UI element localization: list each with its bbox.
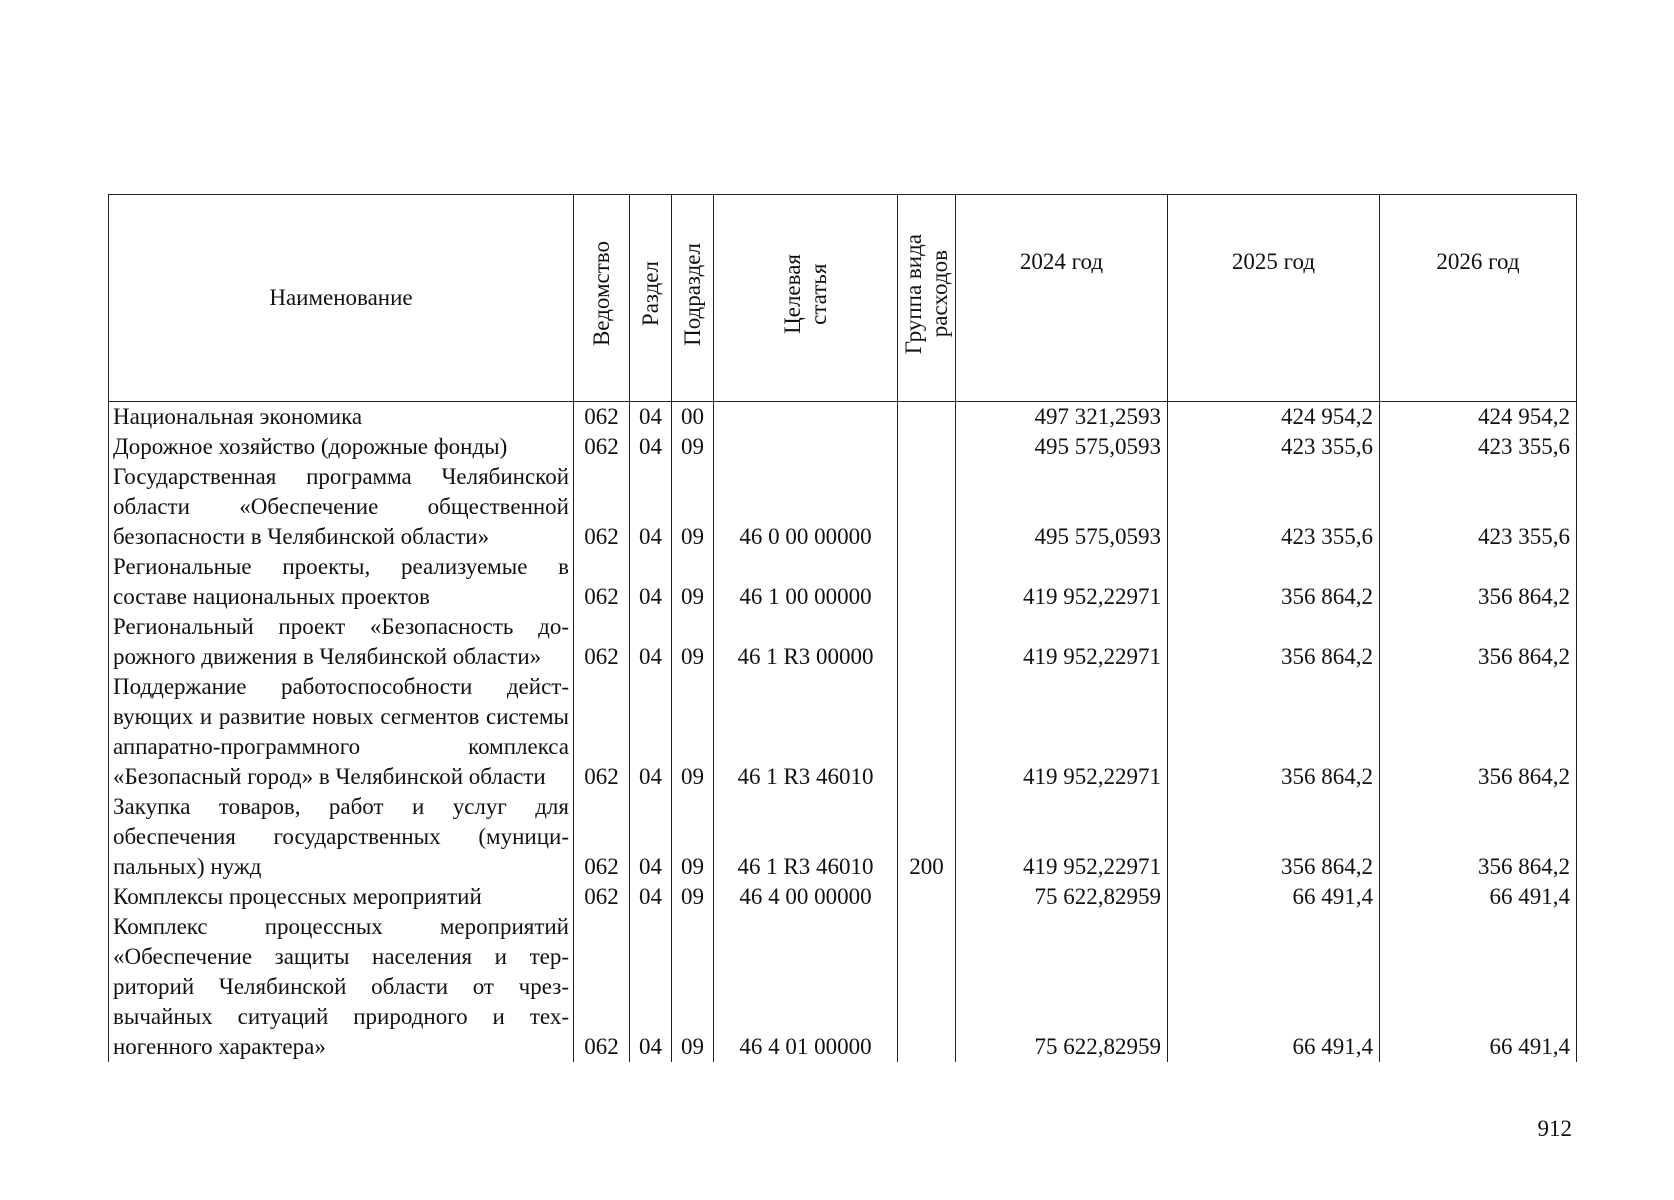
cell-subsection: 09 [672,672,714,792]
cell-name: Региональные проекты, реализуемые в составе национальных проектов [109,552,574,612]
cell-year-2025: 424 954,2 [1168,402,1380,433]
cell-subsection: 09 [672,462,714,552]
cell-expense-group [898,882,956,912]
cell-subsection: 00 [672,402,714,433]
table-header [109,195,1577,402]
cell-department: 062 [574,552,630,612]
cell-department: 062 [574,462,630,552]
cell-section: 04 [630,882,672,912]
cell-year-2024: 75 622,82959 [956,912,1168,1062]
cell-expense-group [898,552,956,612]
cell-department: 062 [574,672,630,792]
budget-table [108,194,1577,1062]
cell-year-2025: 66 491,4 [1168,912,1380,1062]
header-expense-group: Группа вида расходов [898,195,956,402]
cell-target-article: 46 1 R3 46010 [714,792,898,882]
cell-section: 04 [630,552,672,612]
table-row [109,462,1577,552]
cell-expense-group [898,672,956,792]
table-row [109,672,1577,792]
cell-target-article: 46 1 R3 46010 [714,672,898,792]
cell-expense-group: 200 [898,792,956,882]
cell-section: 04 [630,462,672,552]
table-body [109,402,1577,1063]
table-row [109,912,1577,1062]
header-section: Раздел [630,195,672,402]
cell-year-2024: 75 622,82959 [956,882,1168,912]
cell-year-2026: 423 355,6 [1380,432,1577,462]
table-row [109,792,1577,882]
cell-name: Комплекс процессных мероприятий «Обеспечение защиты населения и территорий Челябинской области от чрезвычайных ситуаций природного и техногенного характера» [109,912,574,1062]
header-subsection: Подраздел [672,195,714,402]
cell-subsection: 09 [672,792,714,882]
cell-name: Закупка товаров, работ и услуг для обеспечения государственных (муниципальных) нужд [109,792,574,882]
cell-year-2024: 419 952,22971 [956,792,1168,882]
cell-subsection: 09 [672,882,714,912]
cell-year-2024: 497 321,2593 [956,402,1168,433]
cell-section: 04 [630,402,672,433]
cell-name: Региональный проект «Безопасность дорожного движения в Челябинской области» [109,612,574,672]
cell-target-article: 46 4 00 00000 [714,882,898,912]
cell-year-2026: 356 864,2 [1380,792,1577,882]
table-row [109,882,1577,912]
cell-year-2026: 66 491,4 [1380,912,1577,1062]
cell-target-article: 46 1 R3 00000 [714,612,898,672]
cell-subsection: 09 [672,612,714,672]
cell-year-2024: 419 952,22971 [956,672,1168,792]
cell-expense-group [898,912,956,1062]
cell-department: 062 [574,612,630,672]
table-row [109,552,1577,612]
cell-year-2025: 66 491,4 [1168,882,1380,912]
cell-section: 04 [630,432,672,462]
cell-name: Поддержание работоспособности действующих и развитие новых сегментов системы аппаратно-программного комплекса «Безопасный город» в Челябинской области [109,672,574,792]
page-number: 912 [1537,1116,1572,1141]
cell-year-2024: 495 575,0593 [956,462,1168,552]
cell-section: 04 [630,612,672,672]
table-row [109,402,1577,433]
cell-department: 062 [574,912,630,1062]
cell-year-2024: 419 952,22971 [956,612,1168,672]
cell-year-2026: 423 355,6 [1380,462,1577,552]
cell-year-2026: 356 864,2 [1380,552,1577,612]
cell-subsection: 09 [672,552,714,612]
cell-section: 04 [630,672,672,792]
header-year-2024: 2024 год [956,195,1168,402]
cell-name: Национальная экономика [109,402,574,433]
header-year-2025: 2025 год [1168,195,1380,402]
cell-expense-group [898,612,956,672]
header-department: Ведомство [574,195,630,402]
cell-name: Комплексы процессных мероприятий [109,882,574,912]
cell-year-2025: 423 355,6 [1168,462,1380,552]
header-target-article: Целевая статья [714,195,898,402]
cell-year-2025: 423 355,6 [1168,432,1380,462]
cell-year-2025: 356 864,2 [1168,552,1380,612]
cell-year-2024: 419 952,22971 [956,552,1168,612]
cell-year-2024: 495 575,0593 [956,432,1168,462]
cell-year-2025: 356 864,2 [1168,672,1380,792]
cell-year-2025: 356 864,2 [1168,792,1380,882]
cell-subsection: 09 [672,912,714,1062]
cell-section: 04 [630,912,672,1062]
cell-expense-group [898,462,956,552]
cell-expense-group [898,402,956,433]
cell-year-2026: 356 864,2 [1380,612,1577,672]
cell-year-2026: 66 491,4 [1380,882,1577,912]
cell-target-article [714,402,898,433]
cell-department: 062 [574,882,630,912]
cell-target-article: 46 1 00 00000 [714,552,898,612]
cell-department: 062 [574,432,630,462]
cell-department: 062 [574,792,630,882]
table-row [109,612,1577,672]
cell-year-2026: 424 954,2 [1380,402,1577,433]
cell-year-2026: 356 864,2 [1380,672,1577,792]
header-name: Наименование [109,195,574,402]
cell-name: Государственная программа Челябинской области «Обеспечение общественной безопасности в Челябинской области» [109,462,574,552]
cell-target-article: 46 4 01 00000 [714,912,898,1062]
cell-section: 04 [630,792,672,882]
cell-expense-group [898,432,956,462]
cell-subsection: 09 [672,432,714,462]
cell-name: Дорожное хозяйство (дорожные фонды) [109,432,574,462]
cell-target-article: 46 0 00 00000 [714,462,898,552]
cell-department: 062 [574,402,630,433]
cell-year-2025: 356 864,2 [1168,612,1380,672]
header-year-2026: 2026 год [1380,195,1577,402]
cell-target-article [714,432,898,462]
table-row [109,432,1577,462]
